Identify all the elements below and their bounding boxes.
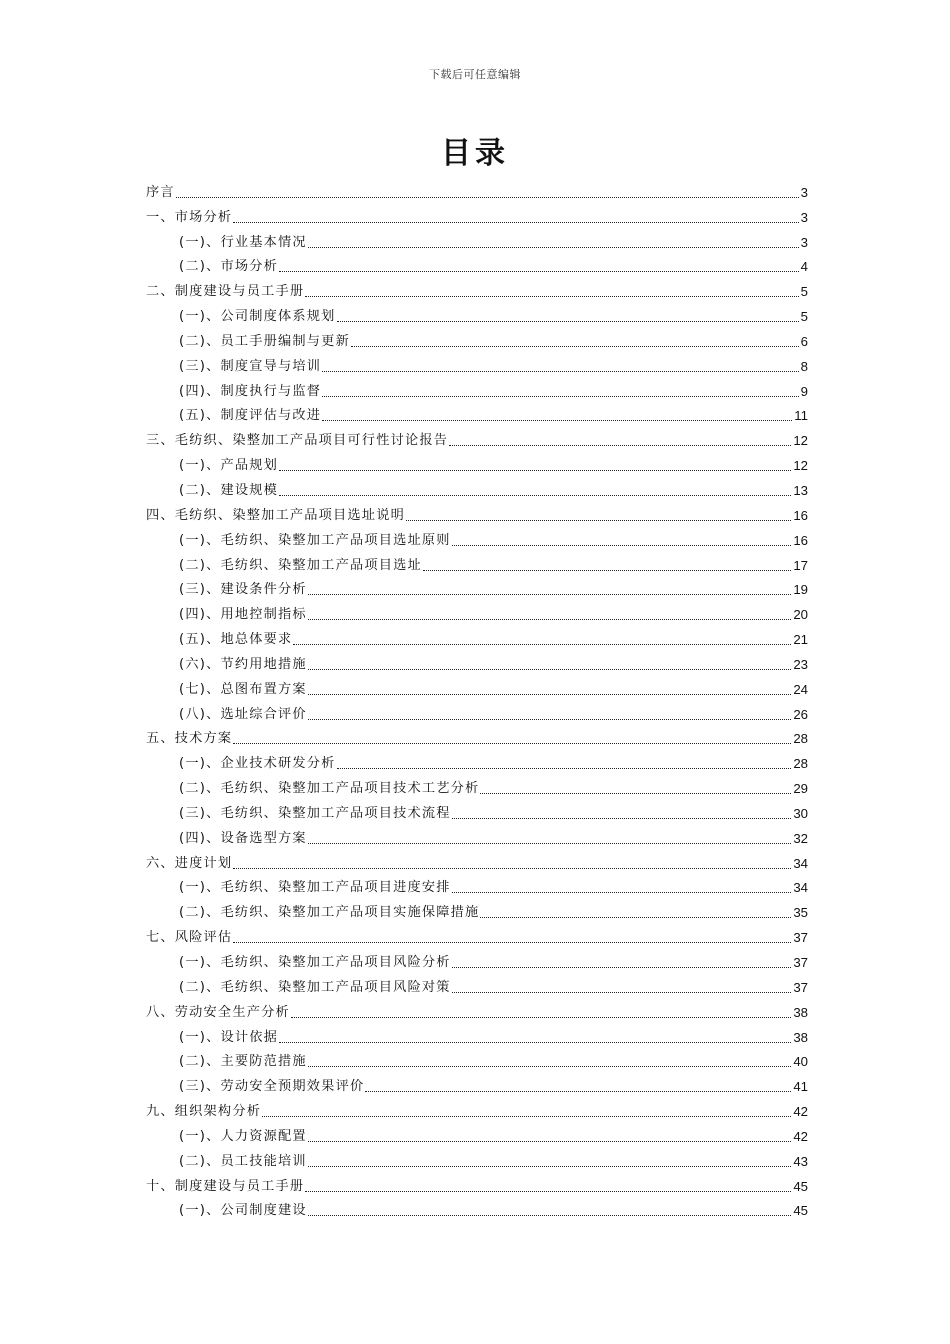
toc-dot-leader	[279, 495, 791, 496]
toc-entry-title: (二)、员工技能培训	[179, 1153, 307, 1169]
toc-entry[interactable]	[146, 275, 808, 300]
toc-dot-leader	[308, 843, 792, 844]
toc-entry-title: (六)、节约用地措施	[179, 656, 307, 672]
toc-dot-leader	[308, 694, 792, 695]
toc-entry[interactable]	[146, 499, 808, 524]
toc-entry[interactable]	[146, 1145, 808, 1170]
toc-dot-leader	[351, 346, 799, 347]
toc-dot-leader	[308, 719, 792, 720]
toc-entry[interactable]	[146, 673, 808, 698]
toc-entry[interactable]	[146, 1070, 808, 1095]
toc-entry-title: (一)、产品规划	[179, 458, 279, 474]
toc-dot-leader	[452, 992, 792, 993]
toc-entry[interactable]	[146, 1095, 808, 1120]
page-header: 下载后可任意编辑	[429, 68, 521, 81]
toc-dot-leader	[308, 669, 792, 670]
toc-entry-title: 二、制度建设与员工手册	[146, 284, 305, 300]
toc-dot-leader	[452, 967, 792, 968]
toc-page-number: 13	[793, 482, 808, 498]
toc-dot-leader	[322, 371, 798, 372]
toc-entry-title: (五)、地总体要求	[179, 632, 293, 648]
toc-dot-leader	[305, 296, 798, 297]
toc-dot-leader	[423, 570, 791, 571]
toc-dot-leader	[233, 868, 791, 869]
toc-entry-title: (七)、总图布置方案	[179, 681, 307, 697]
toc-page-number: 37	[793, 930, 808, 946]
toc-entry-title: (四)、用地控制指标	[179, 607, 307, 623]
toc-page-number: 24	[793, 681, 808, 697]
toc-entry-title: 三、毛纺织、染整加工产品项目可行性讨论报告	[146, 433, 449, 449]
toc-entry-title: 一、市场分析	[146, 209, 233, 225]
toc-page-number: 42	[793, 1104, 808, 1120]
toc-dot-leader	[452, 818, 792, 819]
toc-entry[interactable]	[146, 598, 808, 623]
toc-entry-title: (一)、公司制度建设	[179, 1203, 307, 1219]
toc-page-number: 3	[800, 234, 808, 250]
toc-page-number: 5	[800, 284, 808, 300]
toc-entry-title: (一)、公司制度体系规划	[179, 309, 336, 325]
toc-entry[interactable]	[146, 176, 808, 201]
toc-entry-title: (一)、企业技术研发分析	[179, 756, 336, 772]
toc-dot-leader	[337, 768, 792, 769]
toc-entry-title: (二)、毛纺织、染整加工产品项目风险对策	[179, 979, 451, 995]
toc-page-number: 32	[793, 830, 808, 846]
table-of-contents	[146, 176, 808, 1219]
toc-dot-leader	[480, 793, 791, 794]
toc-entry-title: (一)、毛纺织、染整加工产品项目风险分析	[179, 955, 451, 970]
toc-entry-title: (二)、毛纺织、染整加工产品项目选址	[179, 557, 422, 573]
toc-entry[interactable]	[146, 226, 808, 251]
toc-page-number: 45	[793, 1203, 808, 1219]
toc-page-number: 43	[793, 1153, 808, 1169]
toc-entry[interactable]	[146, 549, 808, 574]
toc-page-number: 38	[793, 1004, 808, 1020]
toc-dot-leader	[308, 594, 792, 595]
toc-page-number: 30	[793, 805, 808, 821]
toc-entry[interactable]	[146, 723, 808, 748]
toc-dot-leader	[176, 197, 799, 198]
toc-dot-leader	[279, 271, 799, 272]
toc-entry-title: (三)、制度宣导与培训	[179, 358, 322, 374]
toc-entry-title: (一)、人力资源配置	[179, 1128, 307, 1144]
toc-page-number: 19	[793, 582, 808, 598]
toc-page-number: 3	[800, 209, 808, 225]
toc-entry[interactable]	[146, 449, 808, 474]
toc-entry[interactable]	[146, 872, 808, 897]
toc-entry-title: (一)、行业基本情况	[179, 234, 307, 250]
toc-page-number: 37	[793, 979, 808, 995]
toc-dot-leader	[308, 1066, 792, 1067]
toc-page-number: 9	[800, 383, 808, 399]
toc-page-number: 37	[793, 955, 808, 970]
toc-entry-title: 十、制度建设与员工手册	[146, 1178, 305, 1194]
toc-dot-leader	[406, 520, 791, 521]
toc-entry[interactable]	[146, 623, 808, 648]
toc-entry[interactable]	[146, 747, 808, 772]
toc-entry-title: 七、风险评估	[146, 930, 233, 946]
toc-page-number: 20	[793, 607, 808, 623]
toc-entry[interactable]	[146, 1170, 808, 1195]
toc-page-number: 21	[793, 632, 808, 648]
toc-page-number: 26	[793, 706, 808, 722]
toc-entry-title: (八)、选址综合评价	[179, 706, 307, 722]
toc-entry-title: (二)、主要防范措施	[179, 1054, 307, 1070]
toc-dot-leader	[291, 1017, 791, 1018]
toc-dot-leader	[452, 892, 792, 893]
toc-dot-leader	[308, 1215, 792, 1216]
toc-dot-leader	[305, 1191, 791, 1192]
toc-dot-leader	[480, 917, 791, 918]
toc-page-number: 38	[793, 1029, 808, 1045]
toc-dot-leader	[308, 247, 799, 248]
toc-page-number: 40	[793, 1054, 808, 1070]
toc-entry[interactable]	[146, 698, 808, 723]
toc-entry-title: (四)、制度执行与监督	[179, 383, 322, 399]
toc-page-number: 8	[800, 358, 808, 374]
toc-entry-title: (三)、毛纺织、染整加工产品项目技术流程	[179, 805, 451, 821]
toc-dot-leader	[233, 942, 791, 943]
toc-entry-title: (二)、员工手册编制与更新	[179, 333, 350, 349]
toc-entry[interactable]	[146, 971, 808, 996]
toc-dot-leader	[308, 1141, 792, 1142]
toc-dot-leader	[308, 1166, 792, 1167]
toc-entry-title: (四)、设备选型方案	[179, 830, 307, 846]
toc-entry-title: (五)、制度评估与改进	[179, 408, 322, 424]
toc-entry-title: (一)、毛纺织、染整加工产品项目进度安排	[179, 880, 451, 896]
toc-page-number: 34	[793, 855, 808, 871]
toc-entry-title: (二)、毛纺织、染整加工产品项目实施保障措施	[179, 905, 480, 921]
toc-page-number: 35	[793, 905, 808, 921]
toc-entry[interactable]	[146, 574, 808, 599]
toc-entry[interactable]	[146, 201, 808, 226]
toc-page-number: 12	[793, 433, 808, 449]
toc-entry[interactable]	[146, 648, 808, 673]
toc-entry[interactable]	[146, 350, 808, 375]
toc-dot-leader	[337, 321, 799, 322]
toc-dot-leader	[293, 644, 791, 645]
toc-page-number: 41	[793, 1079, 808, 1095]
toc-page-number: 12	[793, 458, 808, 474]
toc-dot-leader	[449, 445, 791, 446]
toc-page-number: 3	[800, 184, 808, 200]
toc-dot-leader	[279, 1042, 791, 1043]
toc-entry[interactable]	[146, 524, 808, 549]
toc-page-number: 28	[793, 731, 808, 747]
toc-entry[interactable]	[146, 847, 808, 872]
toc-entry[interactable]	[146, 1021, 808, 1046]
toc-entry[interactable]	[146, 946, 808, 971]
toc-entry[interactable]	[146, 424, 808, 449]
toc-page-number: 5	[800, 309, 808, 325]
toc-entry[interactable]	[146, 797, 808, 822]
toc-dot-leader	[279, 470, 791, 471]
toc-page-number: 16	[793, 507, 808, 523]
toc-entry-title: (一)、设计依据	[179, 1029, 279, 1045]
toc-entry-title: 八、劳动安全生产分析	[146, 1004, 290, 1020]
toc-entry-title: 六、进度计划	[146, 855, 233, 871]
toc-entry-title: (三)、建设条件分析	[179, 582, 307, 598]
toc-dot-leader	[308, 619, 792, 620]
toc-dot-leader	[233, 743, 791, 744]
toc-page-number: 23	[793, 656, 808, 672]
toc-page-number: 16	[793, 532, 808, 548]
toc-page-number: 4	[800, 259, 808, 275]
toc-entry-title: 五、技术方案	[146, 731, 233, 747]
page-title: 目录	[441, 136, 509, 171]
toc-entry[interactable]	[146, 772, 808, 797]
toc-dot-leader	[233, 222, 798, 223]
toc-page-number: 17	[793, 557, 808, 573]
toc-page-number: 11	[794, 408, 808, 424]
toc-entry-title: 九、组织架构分析	[146, 1104, 262, 1120]
toc-page-number: 29	[793, 781, 808, 797]
toc-entry[interactable]	[146, 375, 808, 400]
toc-entry-title: (一)、毛纺织、染整加工产品项目选址原则	[179, 532, 451, 548]
toc-entry[interactable]	[146, 1120, 808, 1145]
toc-entry[interactable]	[146, 1195, 808, 1220]
toc-entry-title: (二)、市场分析	[179, 259, 279, 275]
toc-entry[interactable]	[146, 996, 808, 1021]
toc-entry[interactable]	[146, 921, 808, 946]
toc-entry-title: 四、毛纺织、染整加工产品项目选址说明	[146, 507, 405, 523]
toc-dot-leader	[365, 1091, 791, 1092]
toc-entry-title: (二)、建设规模	[179, 482, 279, 498]
toc-entry[interactable]	[146, 1046, 808, 1071]
toc-page-number: 45	[793, 1178, 808, 1194]
toc-dot-leader	[262, 1116, 791, 1117]
toc-entry[interactable]	[146, 300, 808, 325]
toc-entry[interactable]	[146, 400, 808, 425]
toc-entry-title: (二)、毛纺织、染整加工产品项目技术工艺分析	[179, 781, 480, 797]
toc-page-number: 6	[800, 333, 808, 349]
toc-dot-leader	[452, 545, 792, 546]
toc-dot-leader	[322, 396, 798, 397]
toc-entry[interactable]	[146, 251, 808, 276]
toc-entry-title: (三)、劳动安全预期效果评价	[179, 1079, 365, 1095]
toc-dot-leader	[322, 420, 792, 421]
toc-entry[interactable]	[146, 474, 808, 499]
toc-page-number: 42	[793, 1128, 808, 1144]
toc-page-number: 28	[793, 756, 808, 772]
toc-entry[interactable]	[146, 325, 808, 350]
toc-entry-title: 序言	[146, 184, 175, 200]
toc-page-number: 34	[793, 880, 808, 896]
toc-entry[interactable]	[146, 896, 808, 921]
toc-entry[interactable]	[146, 822, 808, 847]
